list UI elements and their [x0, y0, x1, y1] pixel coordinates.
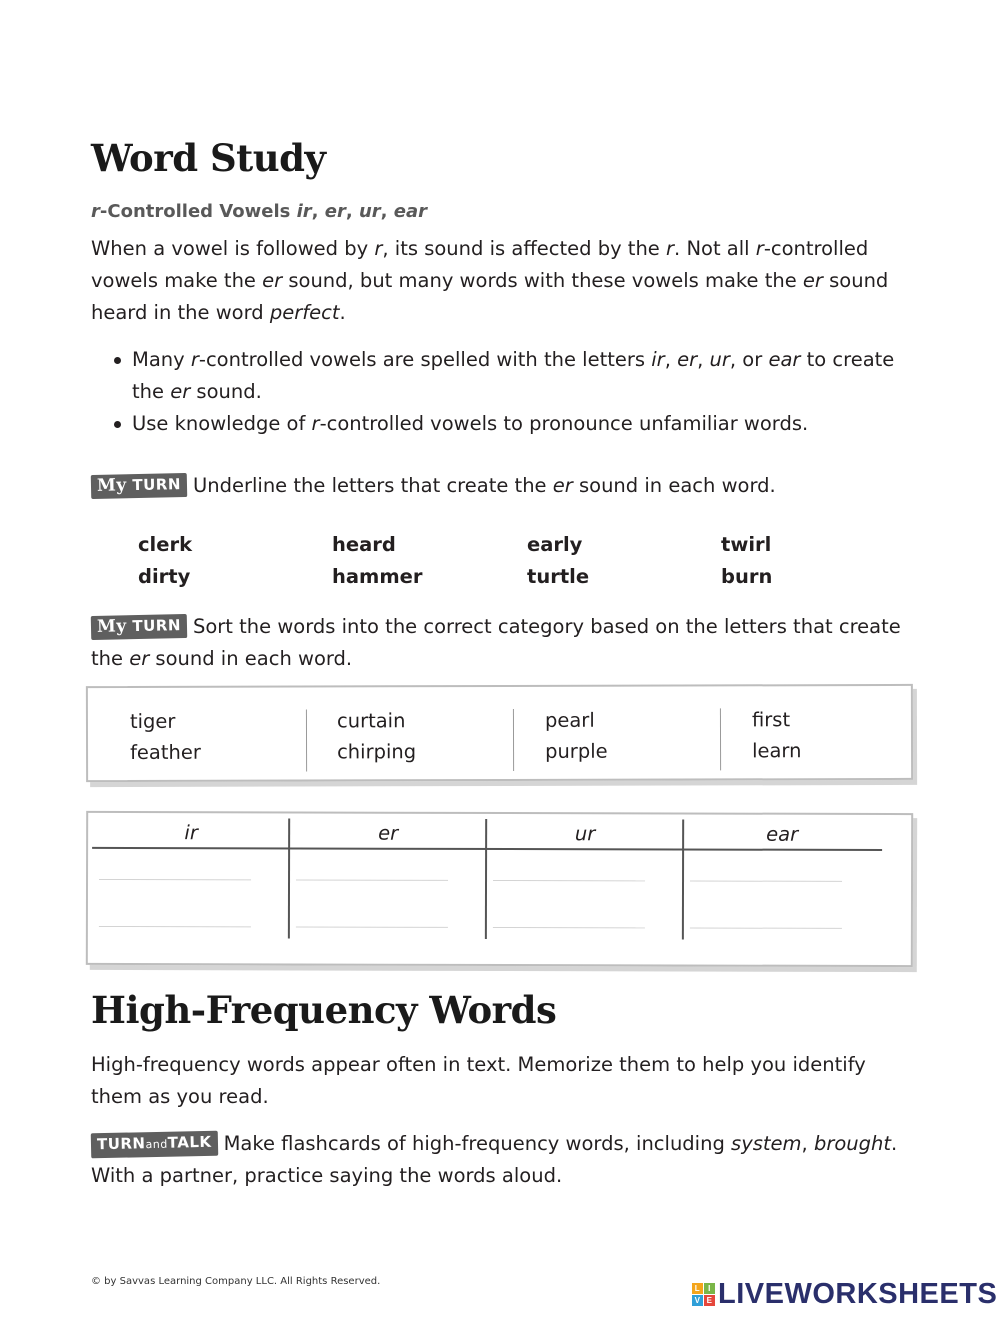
word-bank-word[interactable]: chirping — [337, 740, 417, 764]
my-turn-instruction-2: My TURN Sort the words into the correct category based on the letters that create the er sound in each word. — [91, 615, 901, 670]
chart-header-er: er — [378, 821, 399, 845]
underline-word[interactable]: turtle — [527, 565, 590, 588]
answer-field-ir-2[interactable] — [99, 904, 251, 927]
word-bank-column — [337, 705, 527, 767]
hfw-intro: High-frequency words appear often in text. Memorize them to help you identify them as you read. — [91, 1053, 866, 1108]
underline-word[interactable]: dirty — [138, 565, 191, 588]
rule-item: Many r-controlled vowels are spelled with the letters ir, er, ur, or ear to create the er sound. — [112, 344, 922, 408]
column-divider — [513, 709, 514, 771]
logo-text: LIVEWORKSHEETS — [718, 1278, 998, 1310]
turn-and-talk-instruction: TURNandTALK Make flashcards of high-frequency words, including system, brought. With a partner, practice saying the words aloud. — [91, 1132, 898, 1187]
answer-field-ur-1[interactable] — [493, 858, 645, 881]
underline-word[interactable]: heard — [332, 533, 396, 556]
word-bank-word[interactable]: curtain — [336, 709, 406, 733]
answer-field-ear-1[interactable] — [690, 858, 842, 881]
word-bank-column — [545, 704, 735, 766]
hfw-title: High-Frequency Words — [91, 988, 557, 1032]
word-bank-box — [86, 684, 913, 782]
word-study-title: Word Study — [91, 136, 326, 180]
turn-and-talk-badge: TURNandTALK — [91, 1131, 218, 1159]
word-bank-word[interactable]: learn — [752, 739, 802, 763]
underline-word[interactable]: burn — [721, 565, 773, 588]
chart-divider — [485, 819, 487, 939]
chart-divider — [288, 818, 290, 938]
word-bank-column — [130, 705, 320, 767]
word-bank-word[interactable]: purple — [545, 739, 608, 763]
rule-item: Use knowledge of r-controlled vowels to pronounce unfamiliar words. — [112, 408, 922, 440]
copyright-text: © by Savvas Learning Company LLC. All Rights Reserved. — [91, 1276, 381, 1287]
answer-field-ear-2[interactable] — [690, 905, 842, 928]
word-bank-word[interactable]: first — [751, 708, 791, 732]
my-turn-badge: My TURN — [91, 614, 187, 640]
column-divider — [720, 708, 721, 770]
answer-field-er-1[interactable] — [296, 857, 448, 880]
underline-word[interactable]: clerk — [138, 533, 193, 556]
sorting-chart — [86, 811, 913, 967]
logo-blocks-icon — [692, 1283, 715, 1306]
underline-word[interactable]: early — [527, 533, 583, 556]
logo-block: L — [692, 1283, 703, 1294]
word-bank-word[interactable]: pearl — [544, 708, 595, 732]
chart-header-ir: ir — [184, 821, 198, 845]
rules-list — [112, 344, 922, 440]
word-bank-word[interactable]: tiger — [129, 709, 176, 733]
answer-field-er-2[interactable] — [296, 904, 448, 927]
chart-divider — [682, 819, 684, 939]
my-turn-instruction-1: My TURN Underline the letters that create the er sound in each word. — [91, 470, 921, 502]
liveworksheets-logo — [692, 1278, 997, 1311]
underline-word[interactable]: twirl — [721, 533, 772, 556]
intro-paragraph: When a vowel is followed by r, its sound is affected by the r. Not all r-controlled vowels make the er sound, but many words with these vowels make the er sound heard in the word perfect. — [91, 237, 889, 324]
logo-block: I — [704, 1283, 715, 1294]
section-subhead: r-Controlled Vowels ir, er, ur, ear — [91, 201, 428, 222]
answer-field-ur-2[interactable] — [493, 905, 645, 928]
logo-block: E — [704, 1295, 715, 1306]
column-divider — [306, 710, 307, 772]
logo-block: V — [692, 1295, 703, 1306]
my-turn-badge: My TURN — [91, 473, 187, 499]
answer-field-ir-1[interactable] — [99, 857, 251, 880]
word-bank-word[interactable]: feather — [130, 740, 201, 764]
underline-word[interactable]: hammer — [332, 565, 423, 588]
word-bank-column — [752, 704, 942, 766]
chart-header-ear: ear — [766, 822, 799, 846]
chart-header-ur: ur — [574, 822, 596, 846]
